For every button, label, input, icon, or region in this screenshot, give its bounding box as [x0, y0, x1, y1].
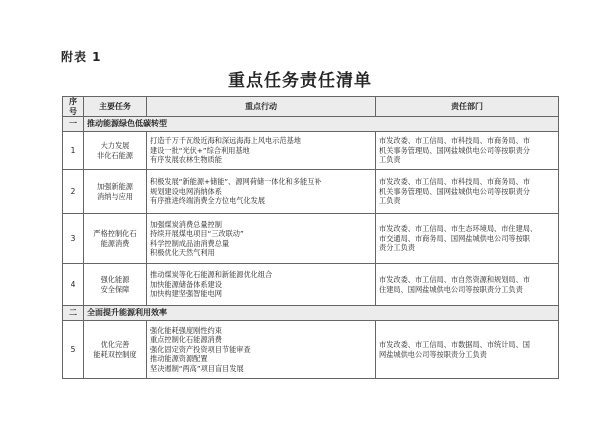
action-line: 强化固定资产投资项目节能审查 [150, 344, 251, 354]
row-actions [147, 132, 376, 170]
task-line: 强化能源 [100, 275, 130, 285]
table-row [63, 264, 559, 306]
section-title: 全面提升能源利用效率 [84, 306, 559, 321]
dept-line: 工负责 [379, 196, 401, 206]
row-number: 5 [63, 321, 84, 379]
row-departments [376, 132, 559, 170]
action-line: 重点控制化石能源消费 [150, 335, 222, 345]
action-line: 加强煤炭消费总量控制 [150, 219, 222, 229]
row-number: 1 [63, 132, 84, 170]
header-action: 重点行动 [147, 97, 376, 117]
dept-line: 机关事务管理局、国网盐城供电公司等按职责分 [379, 145, 530, 155]
row-departments [376, 170, 559, 214]
row-task [84, 170, 147, 214]
action-line: 积极发展“新能源+储能”、源网荷储一体化和多能互补 [150, 177, 322, 187]
dept-line: 市发改委、市工信局、市生态环境局、市住建局、 [379, 224, 538, 234]
dept-line: 市发改委、市工信局、市数据局、市统计局、国 [379, 340, 530, 350]
action-line: 推动能源资源配置 [150, 354, 208, 364]
dept-line: 住建局、国网盐城供电公司等按职责分工负责 [379, 284, 523, 294]
table-row [63, 170, 559, 214]
action-line: 加快能源储备体系建设 [150, 279, 222, 289]
action-line: 持续开展煤电项目“三改联动” [150, 229, 244, 239]
row-actions [147, 170, 376, 214]
action-line: 推动煤炭等化石能源和新能源优化组合 [150, 270, 273, 280]
task-line: 能耗双控制度 [93, 349, 137, 359]
dept-line: 责分工负责 [379, 243, 415, 253]
dept-line: 工负责 [379, 155, 401, 165]
row-departments [376, 321, 559, 379]
action-line: 坚决遏制“两高”项目盲目发展 [150, 364, 244, 374]
action-line: 打造千万千瓦级近海和深远海海上风电示范基地 [150, 136, 301, 146]
header-no: 序号 [63, 97, 84, 117]
row-number: 4 [63, 264, 84, 306]
dept-line: 市发改委、市工信局、市科技局、市商务局、市 [379, 177, 530, 187]
header-dept: 责任部门 [376, 97, 559, 117]
row-actions [147, 321, 376, 379]
action-line: 强化能耗强度刚性约束 [150, 325, 222, 335]
row-actions [147, 264, 376, 306]
dept-line: 市交通局、市商务局、国网盐城供电公司等按职 [379, 233, 530, 243]
row-task [84, 264, 147, 306]
row-number: 2 [63, 170, 84, 214]
action-line: 积极优化天然气利用 [150, 248, 215, 258]
task-line: 大力发展 [100, 141, 130, 151]
section-row [63, 117, 559, 132]
section-number: 一 [63, 117, 84, 132]
table-row [63, 214, 559, 264]
row-task [84, 214, 147, 264]
action-line: 有序发展农林生物质能 [150, 155, 222, 165]
table-row [63, 132, 559, 170]
task-line: 安全保障 [100, 284, 130, 294]
dept-line: 市发改委、市工信局、市科技局、市商务局、市 [379, 136, 530, 146]
table-header-row [63, 97, 559, 117]
annex-label: 附表 1 [61, 50, 102, 64]
action-line: 规划建设电网消纳体系 [150, 186, 222, 196]
task-line: 严格控制化石 [93, 229, 137, 239]
row-departments [376, 264, 559, 306]
row-task [84, 132, 147, 170]
dept-line: 市发改委、市工信局、市自然资源和规划局、市 [379, 275, 530, 285]
header-task: 主要任务 [84, 97, 147, 117]
task-table [62, 96, 559, 379]
page-title: 重点任务责任清单 [228, 71, 372, 91]
section-title: 推动能源绿色低碳转型 [84, 117, 559, 132]
action-line: 建设一批“光伏+”综合利用基地 [150, 145, 250, 155]
dept-line: 机关事务管理局、国网盐城供电公司等按职责分 [379, 186, 530, 196]
table-row [63, 321, 559, 379]
action-line: 科学控制成品油消费总量 [150, 238, 230, 248]
task-line: 能源消费 [100, 238, 130, 248]
task-line: 优化完善 [100, 340, 130, 350]
section-number: 二 [63, 306, 84, 321]
row-actions [147, 214, 376, 264]
task-line: 消纳与应用 [97, 191, 133, 201]
task-line: 非化石能源 [97, 150, 133, 160]
section-row [63, 306, 559, 321]
action-line: 有序推进终端消费全方位电气化发展 [150, 196, 266, 206]
row-departments [376, 214, 559, 264]
row-task [84, 321, 147, 379]
task-line: 加强新能源 [97, 182, 133, 192]
row-number: 3 [63, 214, 84, 264]
action-line: 加快构建坚强智能电网 [150, 289, 222, 299]
table-body [63, 117, 559, 379]
dept-line: 网盐城供电公司等按职责分工负责 [379, 349, 487, 359]
